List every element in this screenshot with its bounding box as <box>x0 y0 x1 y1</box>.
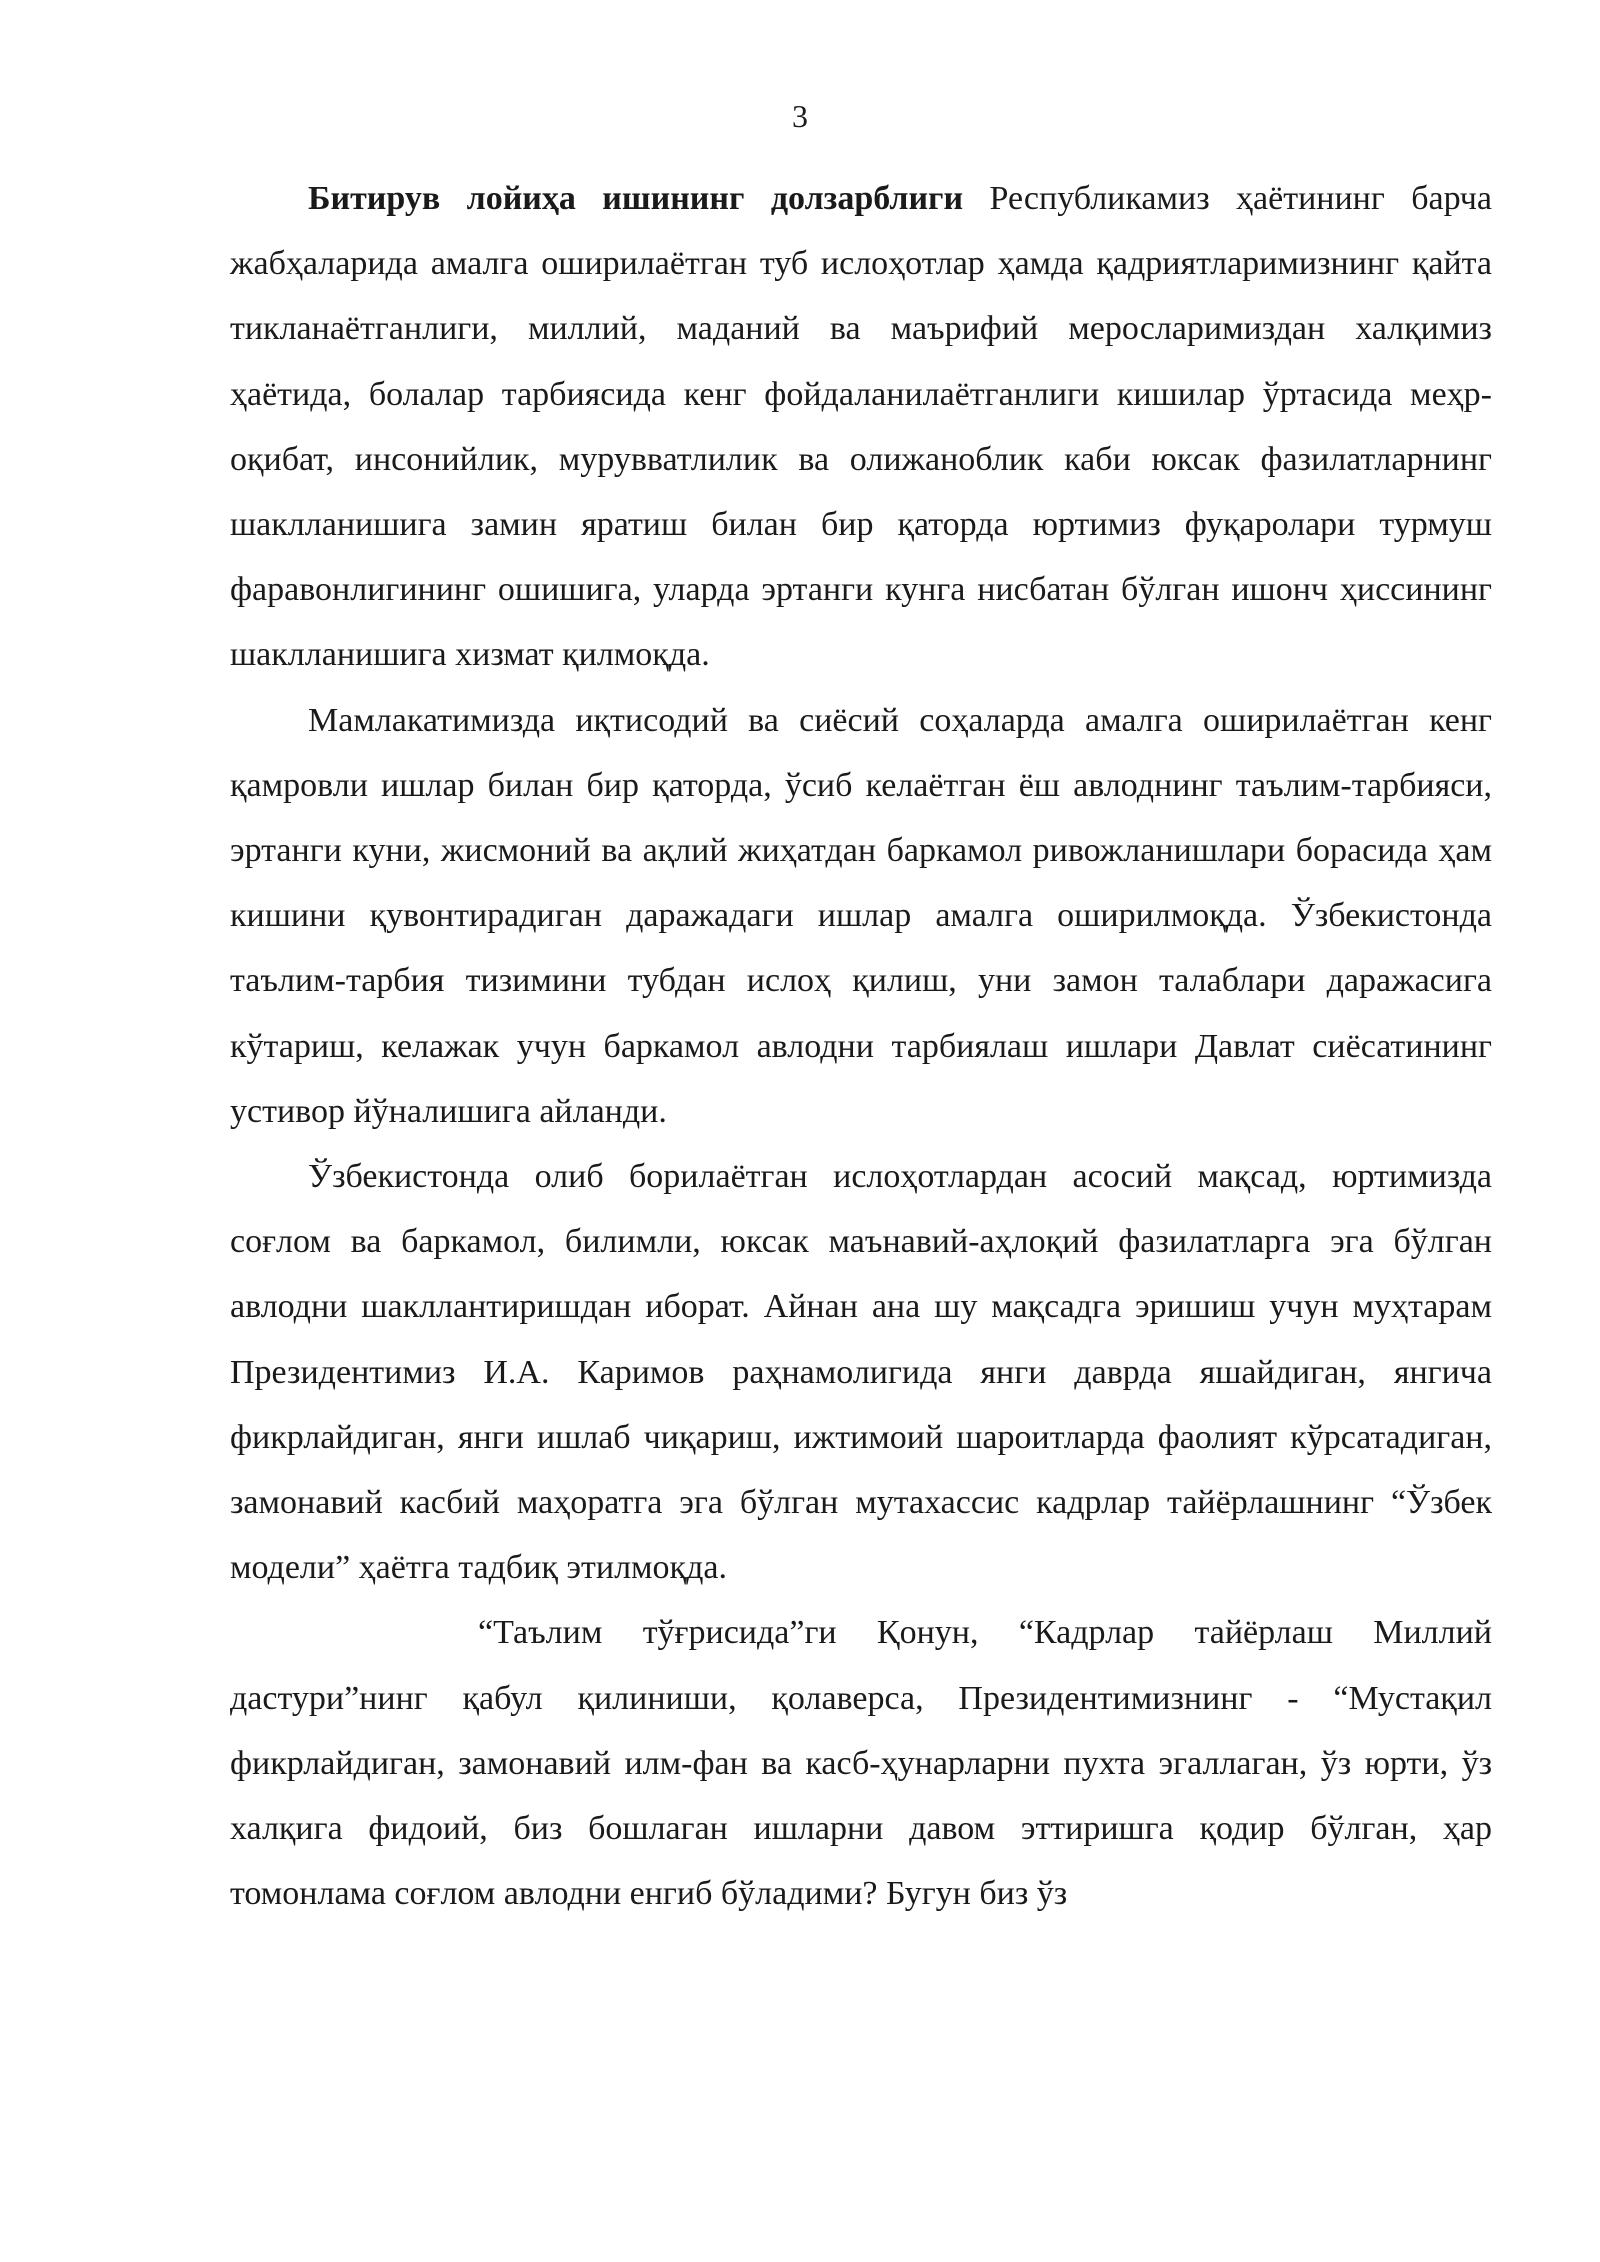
paragraph-education-law: “Таълим тўғрисида”ги Қонун, “Кадрлар тайёрлаш Миллий дастури”нинг қабул қилиниши, қолаверса, Президентимизнинг - “Мустақил фикрлайдиган, замонавий илм-фан ва касб-ҳунарларни пухта эгаллаган, ўз юрти, ўз халқига фидоий, биз бошлаган ишларни давом эттиришга қодир бўлган, ҳар томонлама соғлом авлодни енгиб бўладими? Бугун биз ўз <box>230 1614 1492 1913</box>
section-lead-heading: Битирув лойиҳа ишининг долзарблиги <box>308 180 964 217</box>
page-number: 3 <box>792 98 808 134</box>
paragraph-education-reforms: Мамлакатимизда иқтисодий ва сиёсий соҳаларда амалга оширилаётган кенг қамровли ишлар билан бир қаторда, ўсиб келаётган ёш авлоднинг таълим-тарбияси, эртанги куни, жисмоний ва ақлий жиҳатдан баркамол ривожланишлари борасида ҳам кишини қувонтирадиган даражадаги ишлар амалга оширилмоқда. Ўзбекистонда таълим-тарбия тизимини тубдан ислоҳ қилиш, уни замон талаблари даражасига кўтариш, келажак учун баркамол авлодни тарбиялаш ишлари Давлат сиёсатининг устивор йўналишига айланди. <box>230 701 1492 1130</box>
paragraph-relevance <box>230 166 1492 688</box>
document-body <box>230 166 1492 1926</box>
paragraph-relevance-text: Республикамиз ҳаётининг барча жабҳаларида амалга оширилаётган туб ислоҳотлар ҳамда қадриятларимизнинг қайта тикланаётганлиги, миллий, маданий ва маърифий меросларимиздан халқимиз ҳаётида, болалар тарбиясида кенг фойдаланилаётганлиги кишилар ўртасида меҳр-оқибат, инсонийлик, мурувватлилик ва олижаноблик каби юксак фазилатларнинг шаклланишига замин яратиш билан бир қаторда юртимиз фуқаролари турмуш фаравонлигининг ошишига, уларда эртанги кунга нисбатан бўлган ишонч ҳиссининг шаклланишига хизмат қилмоқда. <box>230 180 1492 674</box>
paragraph-reform-goals: Ўзбекистонда олиб борилаётган ислоҳотлардан асосий мақсад, юртимизда соғлом ва баркамол, билимли, юксак маънавий-аҳлоқий фазилатларга эга бўлган авлодни шакллантиришдан иборат. Айнан ана шу мақсадга эришиш учун муҳтарам Президентимиз И.А. Каримов раҳнамолигида янги даврда яшайдиган, янгича фикрлайдиган, янги ишлаб чиқариш, ижтимоий шароитларда фаолият кўрсатадиган, замонавий касбий маҳоратга эга бўлган мутахассис кадрлар тайёрлашнинг “Ўзбек модели” ҳаётга тадбиқ этилмоқда. <box>230 1158 1492 1587</box>
